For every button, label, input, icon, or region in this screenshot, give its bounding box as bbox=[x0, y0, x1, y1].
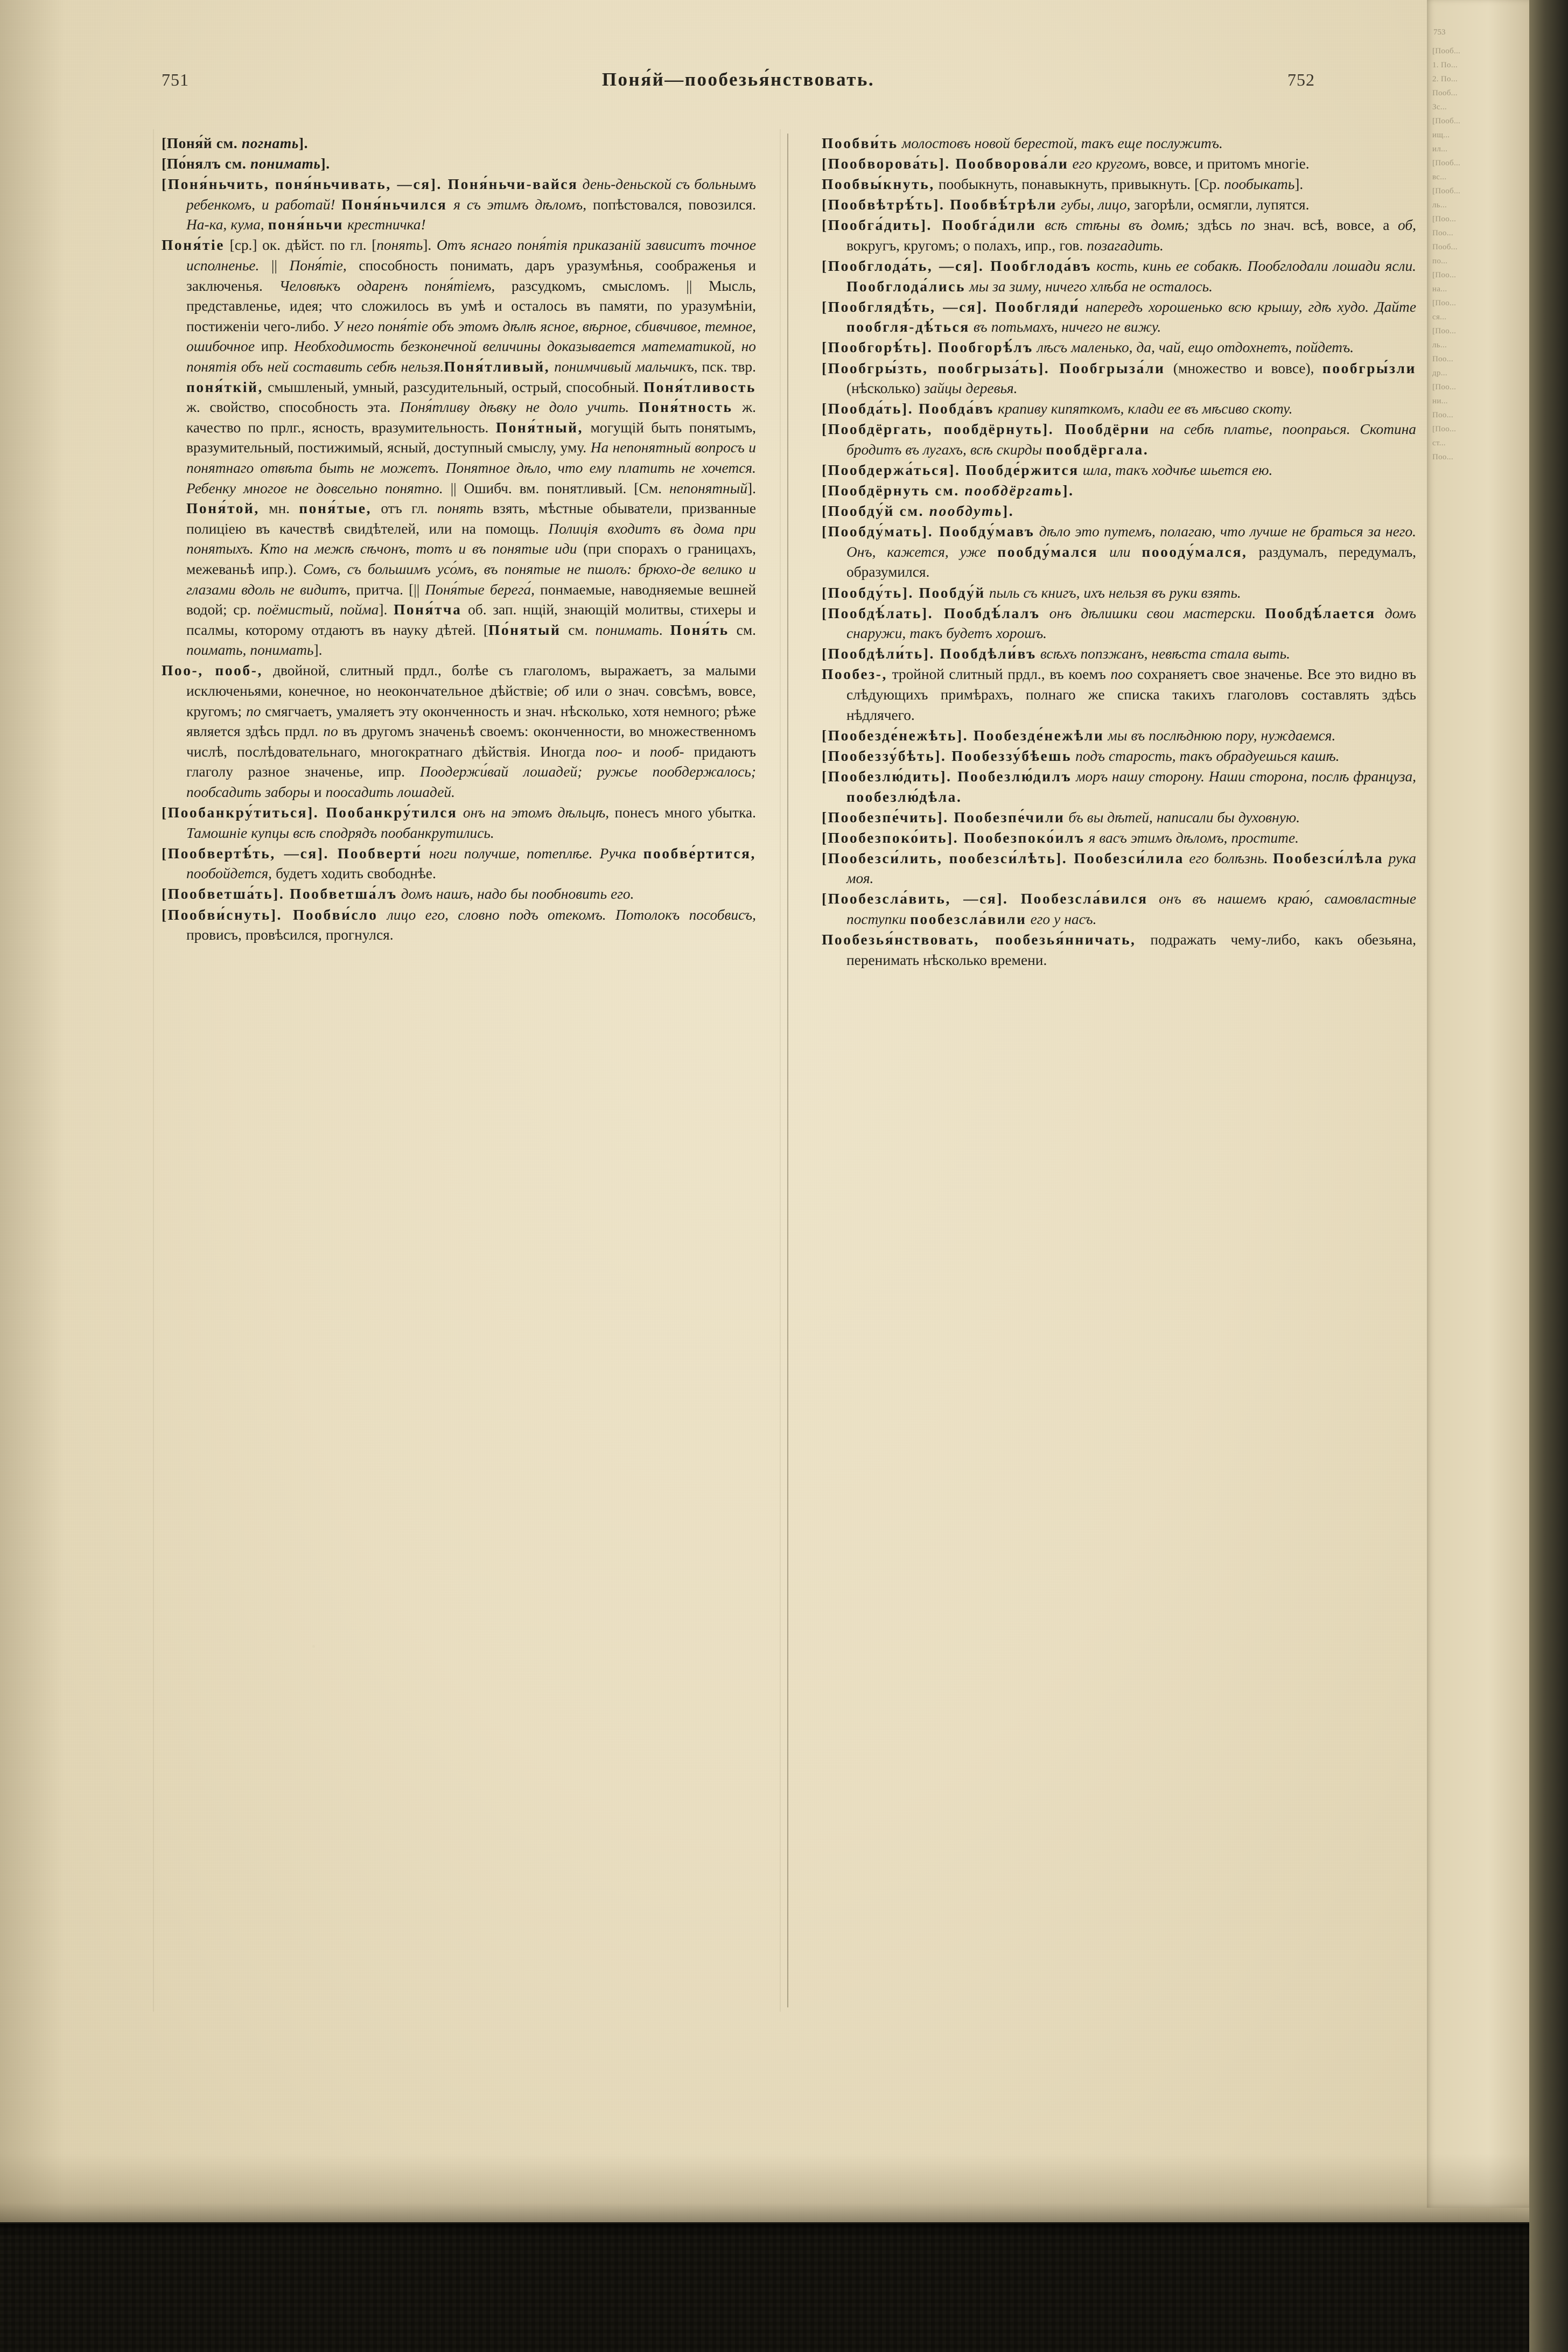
dictionary-entry-poobdelit: [Пообдѣли́ть]. Пообдѣли́въ всѣхъ попзжанъ, невѣста стала выть. bbox=[822, 646, 1290, 662]
dictionary-entry-poobdut: [Пообду́ть]. Пообду́й пыль съ книгъ, ихъ нельзя въ руки взять. bbox=[822, 584, 1241, 601]
text-body bbox=[162, 134, 1416, 2007]
next-page-edge bbox=[1427, 0, 1529, 2208]
next-page-folio: 753 bbox=[1433, 28, 1446, 37]
ghost-line: [Пооб... bbox=[1432, 159, 1461, 167]
ghost-line: ст... bbox=[1432, 439, 1446, 447]
dictionary-entry-poobezpokoit: [Пообезпоко́ить]. Пообезпоко́илъ я васъ этимъ дѣломъ, простите. bbox=[822, 829, 1299, 846]
dictionary-entry-poobvorovat: [Пообворова́ть]. Пообворова́ли его кругомъ, вовсе, и притомъ многіе. bbox=[822, 156, 1310, 172]
dictionary-entry-poobezdenezhet: [Пообезде́нежѣть]. Пообезде́нежѣли мы въ послѣднюю пору, нуждаемся. bbox=[822, 727, 1336, 744]
dictionary-entry-poobez: Пообез-, тройной слитный прдл., въ коемъ поо сохраняетъ свое значенье. Все это видно въ слѣдующихъ примѣрахъ, полнаго же списка такихъ глаголовъ составлять здѣсь нѣдлячего. bbox=[822, 666, 1416, 723]
next-page-ghost-text bbox=[1427, 47, 1529, 462]
ghost-line: [Пооб... bbox=[1432, 117, 1461, 125]
column-right bbox=[787, 134, 1416, 2007]
column-left bbox=[162, 134, 756, 2007]
ghost-line: Поо... bbox=[1432, 229, 1453, 237]
dictionary-entry-poobgoret: [Пообгорѣ́ть]. Пообгорѣ́лъ лѣсъ маленько, да, чай, ещо отдохнетъ, пойдетъ. bbox=[822, 339, 1354, 356]
dictionary-entry-poobvisnut: [Пообви́снуть]. Пообви́сло лицо его, словно подъ отекомъ. Потолокъ пособвисъ, провисъ, провѣсился, прогнулся. bbox=[162, 906, 757, 943]
ghost-line: др... bbox=[1432, 369, 1447, 377]
dictionary-entry-poobdumat: [Пообду́мать]. Пообду́мавъ дѣло это путемъ, полагаю, что лучше не браться за него. Онъ, кажется, уже пообду́мался или поооду́мался, раздумалъ, передумалъ, образумился. bbox=[822, 523, 1416, 580]
dictionary-entry-poobezslavit: [Пообезсла́вить, —ся]. Пообезсла́вился онъ въ нашемъ краю́, самовластные поступки пообезсла́вили его у насъ. bbox=[822, 891, 1416, 928]
ghost-line: на... bbox=[1432, 285, 1447, 293]
ghost-line: ни... bbox=[1432, 397, 1448, 405]
ghost-line: ся... bbox=[1432, 313, 1447, 321]
dictionary-entry-poobdat: [Пообда́ть]. Пообда́въ крапиву кипяткомъ, клади ее въ мѣсиво скоту. bbox=[822, 401, 1293, 417]
dictionary-entry-poobdergat: [Пообдёргать, пообдёрнуть]. Пообдёрни на себѣ платье, поопраься. Скотина бродитъ въ лугахъ, всѣ скирды пообдёргала. bbox=[822, 421, 1416, 458]
dictionary-entry-poobezzubet: [Пообеззу́бѣть]. Пообеззу́бѣешь подъ старость, такъ обрадуешься кашѣ. bbox=[822, 747, 1340, 764]
dictionary-entry-ponyatie: Поня́тіе [ср.] ок. дѣйст. по гл. [понять]. Отъ яснаго поня́тія приказаній зависитъ точное исполненье. || Поня́тіе, способность понимать, даръ уразумѣнья, соображенья и заключенья. Человѣкъ одаренъ поня́тіемъ, разсудкомъ, смысломъ. || Мысль, представленье, идея; что сложилось въ умѣ и осталось въ памяти, по уразумѣніи, постиженіи чего-либо. У него поня́тіе объ этомъ дѣлѣ ясное, вѣрное, сбивчивое, темное, ошибочное ипр. Необходимость безконечной величины доказывается математикой, но понятія объ ней составить себѣ нельзя.Поня́тливый, понимчивый мальчикъ, пск. твр. поня́ткій, смышленый, умный, разсудительный, острый, способный. Поня́тливость ж. свойство, способность эта. Поня́тливу дѣвку не доло учить. Поня́тность ж. качество по прлг., ясность, вразумительность. Поня́тный, могущій быть понятымъ, вразумительный, постижимый, ясный, доступный смыслу, уму. На непонятный вопросъ и понятнаго отвѣта быть не можетъ. Понятное дѣло, что ему платить не хочется. Ребенку многое не довсельно понятно. || Ошибч. вм. понятливый. [См. непонятный]. Поня́той, мн. поня́тые, отъ гл. понять взять, мѣстные обыватели, призванные полиціею въ качествѣ свидѣтелей, или на помощь. Полиція входитъ въ дома при понятыхъ. Кто на межѣ сѣчонъ, тотъ и въ понятые иди (при спорахъ о границахъ, межеваньѣ ипр.). Сомъ, съ большимъ усо́мъ, въ понятые не пшолъ: брюхо-де велико и глазами вдоль не видитъ, притча. [|| Поня́тые берега́, понмаемые, наводняемые вешней водой; ср. поёмистый, пойма]. Поня́тча об. зап. нщій, знающій молитвы, стихеры и псалмы, которому отдаютъ въ науку дѣтей. [По́нятый см. понимать. Поня́ть см. поимать, понимать]. bbox=[162, 237, 757, 659]
ghost-line: ль... bbox=[1432, 341, 1447, 349]
ghost-line: [Поо... bbox=[1432, 425, 1457, 433]
dictionary-entry-poobgryzt: [Пообгры́зть, пообгрыза́ть]. Пообгрыза́ли (множество и вовсе), пообгры́зли (нѣсколько) зайцы деревья. bbox=[822, 360, 1417, 397]
dictionary-entry-poobvertet: [Пообвертѣ́ть, —ся]. Пообверти́ ноги получше, потеплѣе. Ручка пообве́ртится, пообойдется, будетъ ходить свободнѣе. bbox=[162, 845, 756, 882]
dictionary-entry-poobezsilit: [Пообезси́лить, пообезси́лѣть]. Пообезси́лила его болѣзнь. Пообезси́лѣла рука моя. bbox=[822, 850, 1416, 887]
ghost-line: Поо... bbox=[1432, 453, 1453, 461]
dictionary-entry-poobankrutitsya: [Пообанкру́титься]. Пообанкру́тился онъ на этомъ дѣльцѣ, понесъ много убытка. Тамошніе купцы всѣ сподрядъ пообанкрутились. bbox=[162, 804, 756, 841]
ghost-line: вс... bbox=[1432, 173, 1447, 181]
ghost-line: [Поо... bbox=[1432, 383, 1457, 391]
ghost-line: [Пооб... bbox=[1432, 47, 1461, 55]
folio-right: 752 bbox=[1287, 70, 1315, 89]
ghost-line: ищ... bbox=[1432, 131, 1450, 139]
dictionary-entry-poobgadit: [Пообга́дить]. Пообга́дили всѣ стѣны въ домѣ; здѣсь по знач. всѣ, вовсе, а об, вокругъ, кругомъ; о полахъ, ипр., гов. позагадить. bbox=[822, 217, 1416, 254]
ghost-line: [Поо... bbox=[1432, 299, 1457, 307]
running-head bbox=[162, 69, 1315, 90]
ghost-line: Зс... bbox=[1432, 103, 1447, 111]
left-page-edge-shadow bbox=[0, 0, 65, 2352]
ghost-line: 1. По... bbox=[1432, 61, 1458, 69]
dictionary-entry-poobduy-ref: [Пообду́й см. пообдуть]. bbox=[822, 503, 1014, 520]
dictionary-entry-poobvyknut: Пообвы́кнуть, пообыкнуть, понавыкнуть, привыкнуть. [Ср. пообыкать]. bbox=[822, 176, 1304, 193]
dictionary-entry-poobvetshat: [Пообветша́ть]. Пообветша́лъ домъ нашъ, надо бы пообновить его. bbox=[162, 886, 634, 902]
ghost-line: [Поо... bbox=[1432, 327, 1457, 335]
ghost-line: Поо... bbox=[1432, 411, 1453, 419]
page-bottom-shadow bbox=[0, 2154, 1568, 2224]
ghost-line: 2. По... bbox=[1432, 75, 1458, 83]
dictionary-entry-poobglodat: [Пообглода́ть, —ся]. Пообглода́въ кость, кинь ее собакѣ. Пообглодали лошади ясли. Пообглода́лись мы за зиму, ничего хлѣба не осталось. bbox=[822, 258, 1416, 295]
dictionary-entry-poobezlyudit: [Пообезлю́дить]. Пообезлю́дилъ моръ нашу сторону. Наши сторона, послѣ француза, пообезлю́дѣла. bbox=[822, 768, 1417, 805]
dictionary-entry-poobdernut-ref: [Пообдёрнуть см. пообдёргать]. bbox=[822, 482, 1074, 499]
ghost-line: Поо... bbox=[1432, 355, 1453, 363]
ghost-line: Пооб... bbox=[1432, 243, 1458, 251]
dictionary-entry-ponyanchit: [Поня́ньчить, поня́ньчивать, —ся]. Поня́ньчи-вайся день-деньской съ больнымъ ребенкомъ, и работай! Поня́ньчился я съ этимъ дѣломъ, попѣстовался, повозился. На-ка, кума, поня́ньчи крестничка! bbox=[162, 176, 756, 233]
desk-surface bbox=[0, 2222, 1568, 2352]
dictionary-entry-poobderzhatsya: [Пообдержа́ться]. Пообде́ржится шла, такъ ходчѣе шьется ею. bbox=[822, 462, 1273, 478]
ghost-line: ль... bbox=[1432, 201, 1447, 209]
book-gutter-shadow bbox=[1529, 0, 1568, 2352]
dictionary-entry-poobvetret: [Пообвѣтрѣ́ть]. Пообвѣ́трѣли губы, лицо, загорѣли, осмягли, лупятся. bbox=[822, 197, 1310, 213]
dictionary-entry-ponyay: [Поня́й см. погнать]. bbox=[162, 135, 309, 151]
dictionary-entry-poobvit: Пообви́ть молостовъ новой берестой, такъ еще послужитъ. bbox=[822, 135, 1223, 151]
ghost-line: [Поо... bbox=[1432, 215, 1457, 223]
dictionary-entry-poo-poob: Поо-, пооб-, двойной, слитный прдл., болѣе съ глаголомъ, выражаетъ, за малыми исключеньями, конечное, но неокончательное дѣйствіе; об или о знач. совсѣмъ, вовсе, кругомъ; по смягчаетъ, умаляетъ эту оконченность и знач. нѣсколько, хотя немного; рѣже является здѣсь прдл. по въ другомъ значеньѣ своемъ: оконченности, во множественномъ числѣ, послѣдовательнаго, многократнаго дѣйствія. Иногда поо- и пооб- придаютъ глаголу разное значенье, ипр. Поодержи́вай лошадей; ружье пообдержалось; пообсадить заборы и поосадить лошадей. bbox=[162, 662, 757, 800]
dictionary-entry-ponyal: [По́нялъ см. понимать]. bbox=[162, 156, 330, 172]
dictionary-entry-poobdelat: [Пообдѣ́лать]. Пообдѣ́лалъ онъ дѣлишки свои мастерски. Пообдѣ́лается домъ снаружи, такъ будетъ хорошъ. bbox=[822, 605, 1416, 642]
page-title: Поня́й—пообезья́нствовать. bbox=[601, 69, 875, 90]
ghost-line: по... bbox=[1432, 257, 1448, 265]
dictionary-entry-poobezyanstvovat: Пообезья́нствовать, пообезья́нничать, подражать чему-либо, какъ обезьяна, перенимать нѣсколько времени. bbox=[822, 932, 1417, 968]
dictionary-entry-poobglyadet: [Пообглядѣ́ть, —ся]. Пообгляди́ напередъ хорошенько всю крышу, гдѣ худо. Дайте пообгля-дѣ́ться въ потьмахъ, ничего не вижу. bbox=[822, 298, 1416, 335]
dictionary-entry-poobezpechit: [Пообезпе́чить]. Пообезпе́чили бъ вы дѣтей, написали бы духовную. bbox=[822, 809, 1300, 825]
ghost-line: [Пооб... bbox=[1432, 187, 1461, 195]
ghost-line: [Поо... bbox=[1432, 271, 1457, 279]
folio-left: 751 bbox=[162, 70, 189, 89]
ghost-line: ил... bbox=[1432, 145, 1448, 153]
ghost-line: Пооб... bbox=[1432, 89, 1458, 97]
